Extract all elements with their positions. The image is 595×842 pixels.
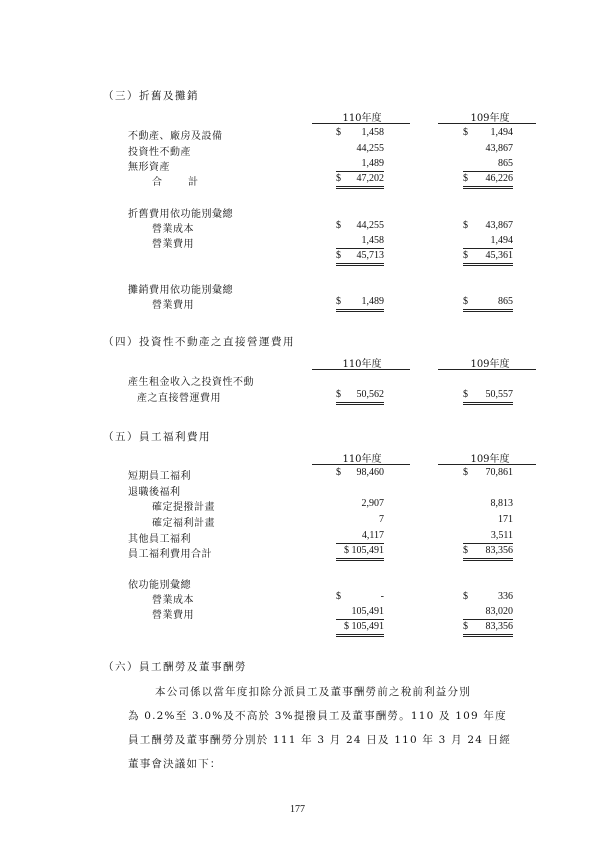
sec4-109-cell <box>463 389 513 405</box>
value: 1,494 <box>490 235 513 246</box>
sec5-row-label: 其他員工福利 <box>128 534 191 545</box>
sec5-func-title: 依功能別彙總 <box>128 580 191 591</box>
sec3-total-label: 合 計 <box>152 177 200 188</box>
value: 1,458 <box>361 235 384 246</box>
currency-sign: $ <box>336 220 341 231</box>
sec5-row-label: 確定提撥計畫 <box>152 502 215 513</box>
sec3-dep-110-cell <box>336 235 384 249</box>
value: 865 <box>498 158 513 169</box>
sec3-row-109-cell <box>463 127 513 140</box>
sec5-row-label: 短期員工福利 <box>128 471 191 482</box>
value: 98,460 <box>356 467 384 478</box>
currency-sign: $ <box>463 220 468 231</box>
sec5-col-109-header: 109年度 <box>470 454 510 465</box>
currency-sign: $ <box>463 545 468 556</box>
value: 46,226 <box>485 173 513 184</box>
currency-sign: $ <box>336 296 341 307</box>
sec5-row-110-cell <box>336 530 384 544</box>
currency-sign: $ <box>336 173 341 184</box>
sec5-row-109-cell <box>463 530 513 544</box>
sec5-func-row-label: 營業成本 <box>152 595 194 606</box>
value: - <box>380 591 384 602</box>
currency-sign: $ <box>336 250 341 261</box>
section-5-title: （五）員工福利費用 <box>103 431 211 443</box>
value: 1,494 <box>490 127 513 138</box>
sec3-dep-109-cell <box>463 235 513 249</box>
currency-sign: $ <box>463 591 468 602</box>
currency-sign: $ <box>463 250 468 261</box>
sec6-paragraph-line: 為 0.2%至 3.0%及不高於 3%提撥員工及董事酬勞。110 及 109 年度 <box>128 710 507 722</box>
value: 43,867 <box>485 143 513 154</box>
value: 83,356 <box>485 621 513 632</box>
value: 83,020 <box>485 606 513 617</box>
sec5-col-109-rule <box>438 464 536 465</box>
sec5-func-110-cell <box>336 606 384 620</box>
sec5-row-109-cell <box>463 498 513 511</box>
value: $ 105,491 <box>344 621 384 632</box>
currency-sign: $ <box>336 591 341 602</box>
sec5-row-110-cell <box>336 498 384 511</box>
value: 2,907 <box>361 498 384 509</box>
sec3-col-109-header: 109年度 <box>470 113 510 124</box>
sec6-paragraph-line: 員工酬勞及董事酬勞分別於 111 年 3 月 24 日及 110 年 3 月 24 日經 <box>128 734 512 746</box>
value: 83,356 <box>485 545 513 556</box>
sec5-total-110-cell <box>336 545 384 561</box>
value: 50,562 <box>356 389 384 400</box>
sec3-row-label: 投資性不動產 <box>128 147 191 158</box>
sec5-row-109-cell <box>463 467 513 480</box>
page-number: 177 <box>290 804 305 815</box>
sec3-total-110-cell <box>336 173 384 189</box>
section-3-title: （三）折舊及攤銷 <box>103 90 199 102</box>
sec5-row-110-cell <box>336 514 384 527</box>
sec3-amo-109-cell <box>463 296 513 312</box>
sec3-dep-109-cell <box>463 220 513 233</box>
value: 1,458 <box>361 127 384 138</box>
sec3-row-label: 不動產、廠房及設備 <box>128 131 223 142</box>
sec3-amo-row-label: 營業費用 <box>152 300 194 311</box>
sec3-dep-row-label: 營業成本 <box>152 224 194 235</box>
currency-sign: $ <box>463 173 468 184</box>
sec3-row-110-cell <box>336 158 384 172</box>
sec5-total-label: 員工福利費用合計 <box>128 549 212 560</box>
sec4-col-109-rule <box>438 369 536 370</box>
value: 865 <box>498 296 513 307</box>
value: 50,557 <box>485 389 513 400</box>
sec6-paragraph-line: 董事會決議如下： <box>128 758 222 770</box>
sec3-col-109-rule <box>438 123 536 124</box>
sec3-dep-title: 折舊費用依功能別彙總 <box>128 209 233 220</box>
currency-sign: $ <box>336 389 341 400</box>
currency-sign: $ <box>463 621 468 632</box>
currency-sign: $ <box>463 467 468 478</box>
value: 47,202 <box>356 173 384 184</box>
sec5-row-label: 確定福利計畫 <box>152 518 215 529</box>
sec4-col-109-header: 109年度 <box>470 359 510 370</box>
sec4-label-line1: 產生租金收入之投資性不動 <box>128 377 254 388</box>
value: 336 <box>498 591 513 602</box>
sec4-col-110-header: 110年度 <box>342 359 382 370</box>
value: 105,491 <box>351 606 384 617</box>
sec5-row-109-cell <box>463 514 513 527</box>
sec3-dep-total-109-cell <box>463 250 513 266</box>
sec3-amo-title: 攤銷費用依功能別彙總 <box>128 285 233 296</box>
sec4-110-cell <box>336 389 384 405</box>
sec3-row-label: 無形資產 <box>128 162 170 173</box>
sec3-dep-total-110-cell <box>336 250 384 266</box>
value: 7 <box>379 514 384 525</box>
sec5-col-110-rule <box>312 464 410 465</box>
value: 8,813 <box>490 498 513 509</box>
value: 1,489 <box>361 158 384 169</box>
currency-sign: $ <box>336 467 341 478</box>
sec5-func-total-110-cell <box>336 621 384 637</box>
sec3-total-109-cell <box>463 173 513 189</box>
value: 70,861 <box>485 467 513 478</box>
sec5-func-110-cell <box>336 591 384 604</box>
value: 44,255 <box>356 220 384 231</box>
value: 1,489 <box>361 296 384 307</box>
value: $ 105,491 <box>344 545 384 556</box>
section-4-title: （四）投資性不動產之直接營運費用 <box>103 336 295 348</box>
sec5-func-109-cell <box>463 591 513 604</box>
sec4-col-110-rule <box>312 369 410 370</box>
sec3-col-110-header: 110年度 <box>342 113 382 124</box>
sec3-dep-110-cell <box>336 220 384 233</box>
sec3-row-109-cell <box>463 158 513 172</box>
currency-sign: $ <box>463 389 468 400</box>
sec4-label-line2: 產之直接營運費用 <box>137 393 221 404</box>
sec3-row-109-cell <box>463 143 513 156</box>
sec5-func-109-cell <box>463 606 513 620</box>
currency-sign: $ <box>336 127 341 138</box>
value: 3,511 <box>490 530 513 541</box>
sec3-amo-110-cell <box>336 296 384 312</box>
sec3-col-110-rule <box>312 123 410 124</box>
currency-sign: $ <box>463 127 468 138</box>
sec5-row-label: 退職後福利 <box>128 487 181 498</box>
value: 44,255 <box>356 143 384 154</box>
value: 45,713 <box>356 250 384 261</box>
value: 43,867 <box>485 220 513 231</box>
sec5-col-110-header: 110年度 <box>342 454 382 465</box>
section-6-title: （六）員工酬勞及董事酬勞 <box>103 661 247 673</box>
sec5-func-row-label: 營業費用 <box>152 610 194 621</box>
sec6-paragraph-line: 本公司係以當年度扣除分派員工及董事酬勞前之稅前利益分別 <box>155 686 471 698</box>
sec3-row-110-cell <box>336 143 384 156</box>
sec3-row-110-cell <box>336 127 384 140</box>
sec5-func-total-109-cell <box>463 621 513 637</box>
value: 4,117 <box>361 530 384 541</box>
sec5-total-109-cell <box>463 545 513 561</box>
value: 171 <box>498 514 513 525</box>
sec5-row-110-cell <box>336 467 384 480</box>
currency-sign: $ <box>463 296 468 307</box>
value: 45,361 <box>485 250 513 261</box>
sec3-dep-row-label: 營業費用 <box>152 239 194 250</box>
